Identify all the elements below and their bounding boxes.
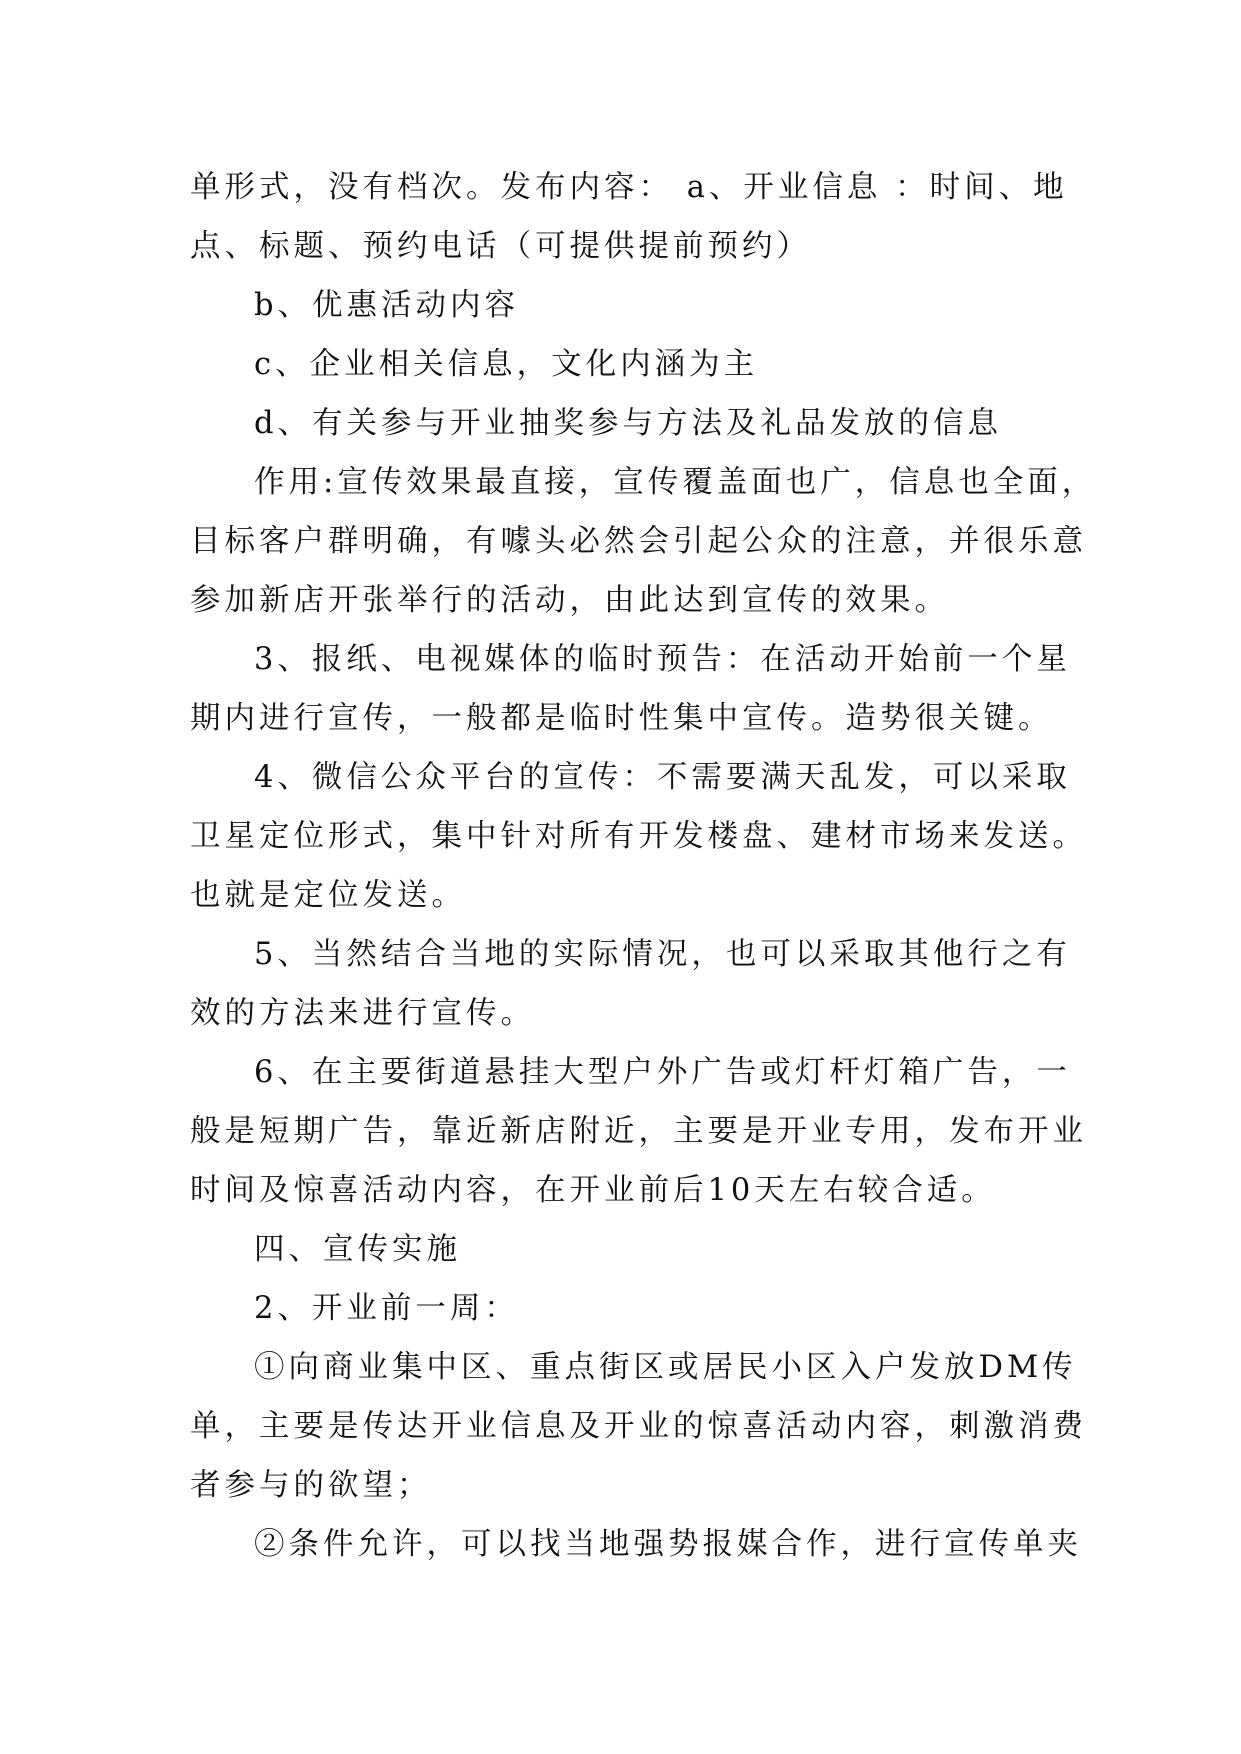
text-line: ②条件允许，可以找当地强势报媒合作，进行宣传单夹 xyxy=(254,1527,1082,1562)
text-line: 者参与的欲望； xyxy=(190,1468,432,1503)
text-line: b、优惠活动内容 xyxy=(254,288,520,323)
text-line: 点、标题、预约电话（可提供提前预约） xyxy=(190,229,811,264)
paragraph-item-3 xyxy=(190,630,1070,748)
text-line: 2、开业前一周： xyxy=(254,1291,519,1326)
text-line: 单，主要是传达开业信息及开业的惊喜活动内容，刺激消费 xyxy=(190,1409,1087,1444)
text-line: 时间及惊喜活动内容，在开业前后10天左右较合适。 xyxy=(190,1173,996,1208)
text-line: ①向商业集中区、重点街区或居民小区入户发放DM传 xyxy=(254,1350,1077,1385)
document-body xyxy=(190,158,1097,1574)
paragraph-circled-2 xyxy=(190,1515,1082,1574)
paragraph-publish-content xyxy=(190,158,1070,276)
paragraph-item-b xyxy=(190,276,1070,335)
paragraph-item-5 xyxy=(190,925,1070,1043)
paragraph-circled-1 xyxy=(190,1338,1087,1515)
text-line: 5、当然结合当地的实际情况，也可以采取其他行之有 xyxy=(254,937,1071,972)
text-line: 3、报纸、电视媒体的临时预告：在活动开始前一个星 xyxy=(254,642,1071,677)
text-line: 6、在主要街道悬挂大型户外广告或灯杆灯箱广告，一 xyxy=(254,1055,1071,1090)
text-line: 般是短期广告，靠近新店附近，主要是开业专用，发布开业 xyxy=(190,1114,1087,1149)
text-line: 四、宣传实施 xyxy=(254,1232,461,1267)
paragraph-item-c xyxy=(190,335,1070,394)
subsection-heading xyxy=(190,1279,1070,1338)
text-line: 期内进行宣传，一般都是临时性集中宣传。造势很关键。 xyxy=(190,701,1053,736)
paragraph-item-6 xyxy=(190,1043,1087,1220)
section-heading xyxy=(190,1220,1070,1279)
text-line: 参加新店开张举行的活动，由此达到宣传的效果。 xyxy=(190,583,949,618)
paragraph-item-4 xyxy=(190,748,1087,925)
text-line: 作用:宣传效果最直接，宣传覆盖面也广，信息也全面， xyxy=(254,465,1097,500)
paragraph-item-d xyxy=(190,394,1070,453)
text-line: 目标客户群明确，有噱头必然会引起公众的注意，并很乐意 xyxy=(190,524,1087,559)
text-line: 4、微信公众平台的宣传：不需要满天乱发，可以采取 xyxy=(254,760,1071,795)
paragraph-effect xyxy=(190,453,1097,630)
text-line: 单形式，没有档次。发布内容： a、开业信息 ：时间、地 xyxy=(190,170,1068,205)
text-line: 也就是定位发送。 xyxy=(190,878,466,913)
text-line: 卫星定位形式，集中针对所有开发楼盘、建材市场来发送。 xyxy=(190,819,1087,854)
text-line: c、企业相关信息，文化内涵为主 xyxy=(254,347,759,382)
text-line: 效的方法来进行宣传。 xyxy=(190,996,535,1031)
text-line: d、有关参与开业抽奖参与方法及礼品发放的信息 xyxy=(254,406,1003,441)
